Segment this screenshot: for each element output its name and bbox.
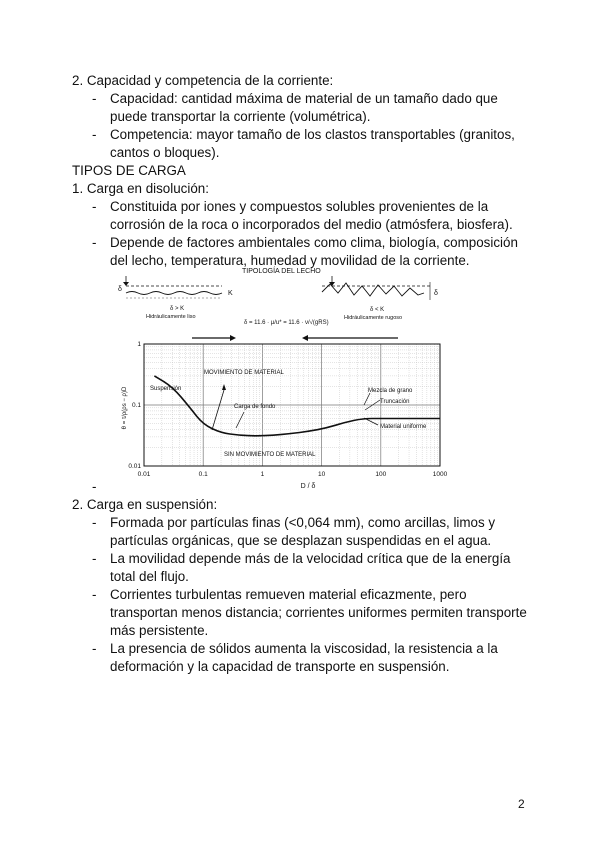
bullet-dash: - [92,479,97,494]
bullet-dash: - [92,551,97,566]
bullet-text: Competencia: mayor tamaño de los clastos transportables (granitos, [110,127,515,142]
x-tick-label: 100 [375,471,387,478]
bullet-text: total del flujo. [110,569,189,584]
bullet-text: deformación y la capacidad de transporte en suspensión. [110,659,450,674]
section-heading-disolucion: 1. Carga en disolución: [72,181,209,196]
bullet-text: corrosión de la roca o incorporados del medio (atmósfera, biosfera). [110,217,513,232]
left-caption-cond: δ > K [170,306,185,312]
bullet-text: Depende de factores ambientales como clima, biología, composición [110,235,518,250]
bullet-text: La movilidad depende más de la velocidad crítica que de la energía [110,551,511,566]
bullet-dash: - [92,127,97,142]
bullet-text: cantos o bloques). [110,145,220,160]
bullet-text: del lecho, temperatura, humedad y movilidad de la corriente. [110,253,470,268]
bullet-text: Constituida por iones y compuestos solubles provenientes de la [110,199,489,214]
y-tick-label: 0.01 [128,463,141,470]
bullet-text: La presencia de sólidos aumenta la viscosidad, la resistencia a la [110,641,498,656]
section-heading-capacidad: 2. Capacidad y competencia de la corriente: [72,73,334,88]
bullet-dash: - [92,91,97,106]
x-tick-label: 10 [317,471,326,478]
y-axis-label: θ = τ/ρ(ρs − ρ)D [122,386,128,430]
label-mezcla: Mezcla de grano [368,388,413,394]
section-heading-tipos: TIPOS DE CARGA [72,163,186,178]
bullet-text: Corrientes turbulentas remueven material eficazmente, pero [110,587,467,602]
label-movimiento: MOVIMIENTO DE MATERIAL [204,370,284,376]
bullet-text: Formada por partículas finas (<0,064 mm), como arcillas, limos y [110,515,496,530]
x-tick-label: 0.1 [198,471,208,478]
x-tick-label: 1 [260,471,265,478]
bullet-dash: - [92,515,97,530]
figure-title: TIPOLOGÍA DEL LECHO [242,268,321,275]
right-caption-cond: δ < K [370,307,385,313]
y-tick-label: 0.1 [131,402,141,409]
delta-label-left: δ [118,286,122,293]
bullet-text: transportan menos distancia; corrientes uniformes permiten transporte [110,605,527,620]
y-tick-label: 1 [137,341,141,348]
bullet-text: puede transportar la corriente (volumétrica). [110,109,371,124]
x-tick-label: 1000 [432,471,448,478]
bullet-dash: - [92,235,97,250]
bullet-dash: - [92,199,97,214]
right-caption: Hidráulicamente rugoso [344,315,403,321]
k-label: K [228,290,233,297]
shields-diagram [112,262,452,492]
label-truncacion: Truncación [380,399,410,405]
bullet-dash: - [92,641,97,656]
bullet-text: Capacidad: cantidad máxima de material de un tamaño dado que [110,91,498,106]
formula: δ = 11.6 · μ/u* = 11.6 · ν/√(gRS) [244,320,329,326]
label-sin-movimiento: SIN MOVIMIENTO DE MATERIAL [224,452,316,458]
section-heading-suspension: 2. Carga en suspensión: [72,497,218,512]
bullet-text: partículas orgánicas, que se desplazan suspendidas en el agua. [110,533,492,548]
x-axis-label: D / δ [300,483,316,490]
delta-label-right: δ [434,290,438,297]
label-suspension: Suspensión [150,386,182,392]
bullet-dash: - [92,587,97,602]
left-caption: Hidráulicamente liso [146,314,196,320]
label-material-uniforme: Material uniforme [380,424,427,430]
label-carga-fondo: Carga de fondo [234,404,276,410]
bullet-text: más persistente. [110,623,209,638]
x-tick-label: 0.01 [137,471,151,478]
page-number: 2 [518,797,525,811]
